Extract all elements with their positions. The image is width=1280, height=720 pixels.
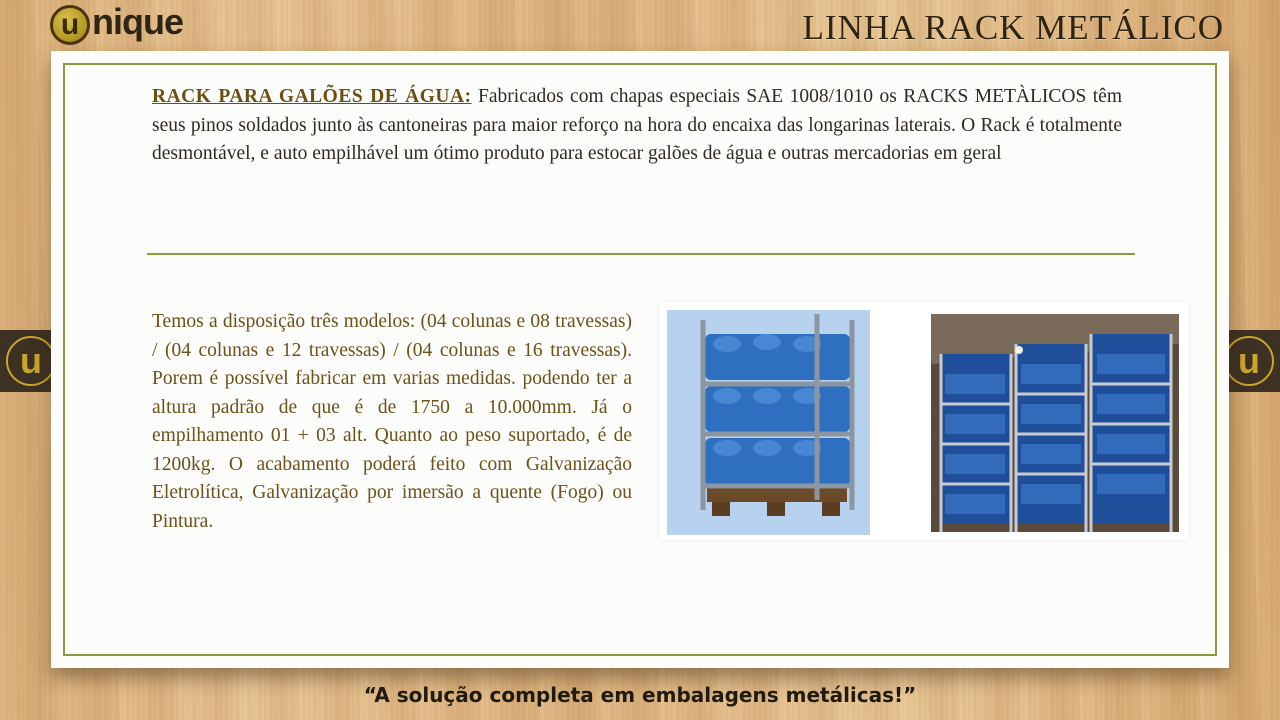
warehouse-photo — [931, 314, 1179, 532]
rack-product-photo — [667, 310, 870, 535]
product-heading: RACK PARA GALÕES DE ÁGUA: — [152, 86, 472, 107]
product-description: Fabricados com chapas especiais SAE 1008/1010 os RACKS METÀLICOS têm seus pinos soldados junto às cantoneiras para maior reforço na hora do encaixa das longarinas laterais. O Rack é totalmente desmontável, e auto empilhável um ótimo produto para estocar galões de água e outras mercadorias em geral — [152, 86, 1123, 164]
footer-slogan: “A solução completa em embalagens metálicas!” — [363, 683, 917, 707]
logo-badge-icon: u — [1224, 336, 1274, 386]
section-divider — [147, 253, 1135, 255]
product-photos — [659, 302, 1189, 540]
logo-wordmark: nique — [92, 1, 183, 42]
models-description: Temos a disposição três modelos: (04 colunas e 08 travessas) / (04 colunas e 12 travessas) / (04 colunas e 16 travessas). Porem é possível fabricar em varias medidas. podendo ter a altura padrão de que é de 1750 a 10.000mm. Já o empilhamento 01 + 03 alt. Quanto ao peso suportado, é de 1200kg. O acabamento poderá feito com Galvanização Eletrolítica, Galvanização por imersão a quente (Fogo) ou Pintura. — [152, 311, 632, 532]
content-card — [51, 51, 1229, 668]
brand-logo — [50, 0, 183, 50]
logo-badge-icon: u — [6, 336, 56, 386]
product-intro — [152, 83, 1122, 169]
logo-mark-icon: u — [50, 5, 90, 45]
page-title: LINHA RACK METÁLICO — [802, 8, 1224, 47]
